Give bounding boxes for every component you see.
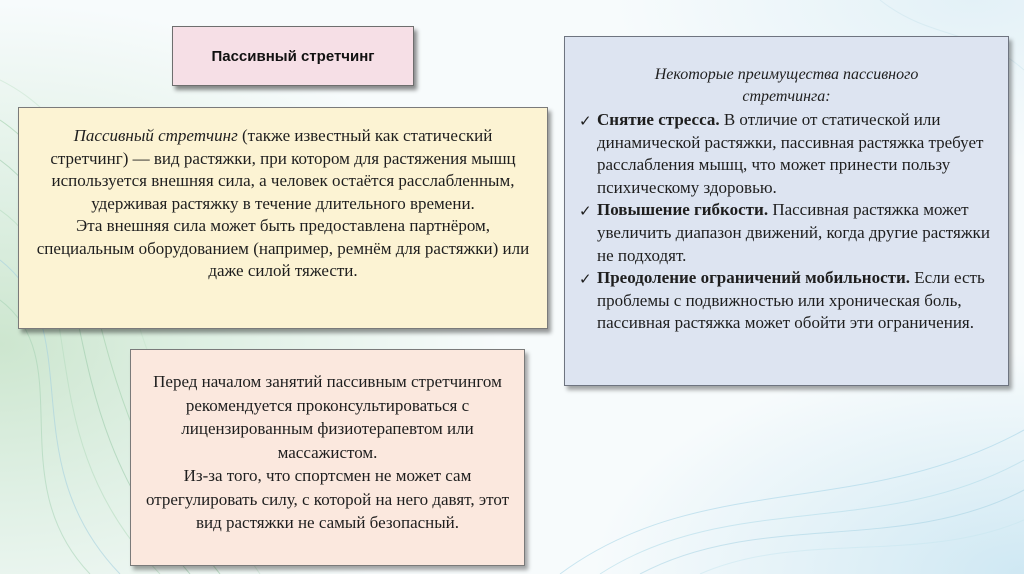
definition-text: (также известный как статический стретчинг) — вид растяжки, при котором для растяжения мышц используется внешняя сила, а человек остаётся расслабленным, удерживая растяжку в течение длительного времени. <box>50 126 516 213</box>
list-item <box>579 109 994 199</box>
advantages-box <box>564 36 1009 386</box>
advantage-text: Если есть проблемы с подвижностью или хроническая боль, пассивная растяжка может обойти эти ограничения. <box>597 268 985 333</box>
advantage-heading: Снятие стресса. <box>597 110 720 129</box>
warning-text: Перед началом занятий пассивным стретчингом рекомендуется проконсультироваться с лицензированным физиотерапевтом или массажистом. <box>153 372 502 462</box>
advantages-list <box>579 109 994 335</box>
advantage-heading: Повышение гибкости. <box>597 200 769 220</box>
warning-box <box>130 349 525 566</box>
definition-paragraph <box>35 125 531 215</box>
advantage-text: В отличие от статической или динамической растяжки, пассивная растяжка требует расслабления мышц, что может принести пользу психическому здоровью. <box>597 110 984 197</box>
definition-term: Пассивный стретчинг <box>73 126 238 145</box>
definition-paragraph-2: Эта внешняя сила может быть предоставлена партнёром, специальным оборудованием (например, ремнём для растяжки) или даже силой тяжести. <box>36 216 530 280</box>
advantage-heading: Преодоление ограничений мобильности. <box>597 268 911 288</box>
advantages-title: Некоторые преимущества пассивного стретчинга: <box>654 66 919 105</box>
check-icon: ✓ <box>579 112 592 130</box>
list-item <box>579 199 994 267</box>
advantage-text: Пассивная растяжка может увеличить диапазон движений, когда другие растяжки не подходят. <box>597 200 990 265</box>
list-item <box>579 267 994 335</box>
slide-title: Пассивный стретчинг <box>172 26 414 86</box>
warning-text-2: Из-за того, что спортсмен не может сам отрегулировать силу, с которой на него давят, этот вид растяжки не самый безопасный. <box>145 466 510 532</box>
definition-box <box>18 107 548 329</box>
check-icon: ✓ <box>579 202 592 221</box>
check-icon: ✓ <box>579 270 592 289</box>
